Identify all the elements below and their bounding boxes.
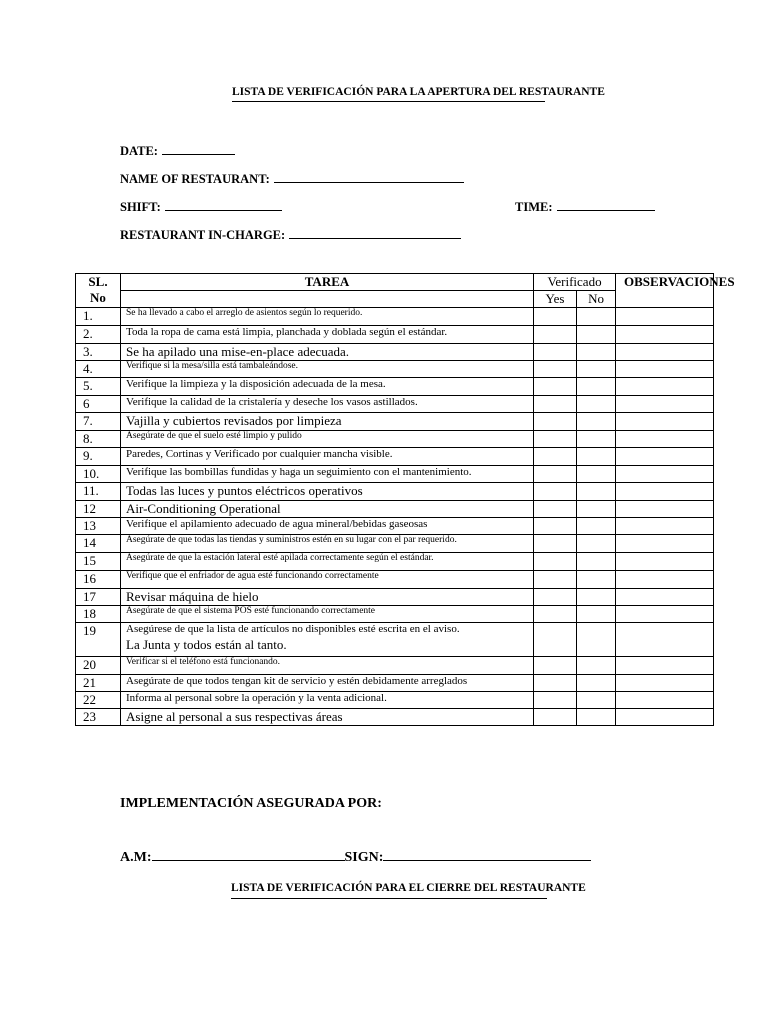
yes-cell[interactable] (534, 692, 577, 709)
date-blank[interactable] (162, 142, 235, 155)
observations-cell[interactable] (616, 553, 714, 571)
observations-cell[interactable] (616, 657, 714, 675)
row-task: Verifique la limpieza y la disposición adecuada de la mesa. (126, 378, 386, 390)
row-number: 16 (76, 571, 121, 589)
row-task: Asegúrate de que todos tengan kit de servicio y estén debidamente arreglados (126, 675, 468, 687)
row-task-cell (121, 378, 534, 396)
yes-cell[interactable] (534, 344, 577, 361)
observations-cell[interactable] (616, 571, 714, 589)
observations-cell[interactable] (616, 501, 714, 518)
table-row (76, 378, 714, 396)
implementation-label: IMPLEMENTACIÓN ASEGURADA POR: (120, 796, 382, 811)
yes-cell[interactable] (534, 553, 577, 571)
table-row (76, 571, 714, 589)
row-number: 8. (76, 431, 121, 448)
observations-cell[interactable] (616, 448, 714, 466)
checklist-body (76, 308, 714, 726)
row-task-cell (121, 344, 534, 361)
am-blank[interactable] (152, 846, 345, 861)
task-header-label: TAREA (304, 274, 350, 289)
row-task-cell (121, 589, 534, 606)
observations-cell[interactable] (616, 361, 714, 378)
yes-cell[interactable] (534, 518, 577, 535)
observations-cell[interactable] (616, 431, 714, 448)
no-cell[interactable] (577, 483, 616, 501)
row-number: 13 (76, 518, 121, 535)
observations-cell[interactable] (616, 518, 714, 535)
no-cell[interactable] (577, 326, 616, 344)
sl-no-header (76, 274, 121, 308)
row-number: 3. (76, 344, 121, 361)
no-header: No (90, 290, 106, 305)
no-cell[interactable] (577, 308, 616, 326)
row-task: Air-Conditioning Operational (126, 501, 281, 516)
observations-cell[interactable] (616, 344, 714, 361)
yes-cell[interactable] (534, 431, 577, 448)
yes-cell[interactable] (534, 623, 577, 657)
no-cell[interactable] (577, 709, 616, 726)
task-header-spacer (121, 291, 534, 308)
table-row (76, 483, 714, 501)
yes-cell[interactable] (534, 448, 577, 466)
observations-cell[interactable] (616, 692, 714, 709)
row-task-cell (121, 657, 534, 675)
row-task: Se ha apilado una mise-en-place adecuada. (126, 344, 350, 359)
row-task-cell (121, 413, 534, 431)
row-task: Asegúrate de que el suelo esté limpio y pulido (126, 431, 302, 441)
yes-cell[interactable] (534, 675, 577, 692)
row-task-cell (121, 692, 534, 709)
time-label: TIME: (515, 200, 553, 214)
row-task: Paredes, Cortinas y Verificado por cualquier mancha visible. (126, 448, 393, 460)
table-row (76, 623, 714, 657)
row-number: 6 (76, 396, 121, 413)
signature-line (120, 846, 591, 866)
row-number: 15 (76, 553, 121, 571)
closing-title: LISTA DE VERIFICACIÓN PARA EL CIERRE DEL RESTAURANTE (231, 882, 586, 894)
no-cell[interactable] (577, 466, 616, 483)
table-row (76, 535, 714, 553)
row-task: Revisar máquina de hielo (126, 589, 259, 604)
yes-cell[interactable] (534, 606, 577, 623)
no-cell[interactable] (577, 571, 616, 589)
row-task-cell (121, 553, 534, 571)
row-task-cell (121, 466, 534, 483)
row-task: Asegúrate de que la estación lateral esté apilada correctamente según el estándar. (126, 553, 434, 563)
observations-cell[interactable] (616, 483, 714, 501)
no-cell[interactable] (577, 344, 616, 361)
yes-cell[interactable] (534, 657, 577, 675)
am-label: A.M: (120, 850, 152, 865)
sl-header: SL. (88, 274, 108, 289)
sign-blank[interactable] (383, 846, 591, 861)
table-row (76, 466, 714, 483)
yes-cell[interactable] (534, 326, 577, 344)
row-number: 11. (76, 483, 121, 501)
row-task: Asegúrese de que la lista de artículos no disponibles esté escrita en el aviso. (126, 623, 460, 635)
table-row (76, 396, 714, 413)
date-label: DATE: (120, 144, 158, 158)
observations-cell[interactable] (616, 606, 714, 623)
yes-cell[interactable] (534, 501, 577, 518)
table-row (76, 692, 714, 709)
table-row (76, 413, 714, 431)
no-cell[interactable] (577, 361, 616, 378)
table-row (76, 501, 714, 518)
row-task-cell (121, 675, 534, 692)
row-task-cell (121, 431, 534, 448)
table-row (76, 344, 714, 361)
yes-cell[interactable] (534, 589, 577, 606)
table-row (76, 518, 714, 535)
row-number: 17 (76, 589, 121, 606)
row-task-cell (121, 448, 534, 466)
row-task: Asegúrate de que el sistema POS esté funcionando correctamente (126, 606, 376, 616)
observations-cell[interactable] (616, 709, 714, 726)
observations-cell[interactable] (616, 413, 714, 431)
yes-cell[interactable] (534, 413, 577, 431)
row-number: 12 (76, 501, 121, 518)
row-number: 5. (76, 378, 121, 396)
shift-blank[interactable] (165, 198, 282, 211)
row-task-cell (121, 396, 534, 413)
table-row (76, 553, 714, 571)
no-cell[interactable] (577, 378, 616, 396)
no-cell[interactable] (577, 553, 616, 571)
row-number: 22 (76, 692, 121, 709)
row-number: 18 (76, 606, 121, 623)
table-row (76, 431, 714, 448)
row-number: 9. (76, 448, 121, 466)
in-charge-field (120, 226, 461, 243)
observations-cell[interactable] (616, 396, 714, 413)
no-cell[interactable] (577, 501, 616, 518)
no-cell[interactable] (577, 589, 616, 606)
row-task: Vajilla y cubiertos revisados por limpieza (126, 413, 342, 428)
no-cell[interactable] (577, 675, 616, 692)
row-number: 7. (76, 413, 121, 431)
row-task: Informa al personal sobre la operación y la venta adicional. (126, 692, 387, 704)
yes-cell[interactable] (534, 709, 577, 726)
table-row (76, 361, 714, 378)
verified-header (534, 274, 616, 291)
time-blank[interactable] (557, 198, 655, 211)
row-task-cell (121, 571, 534, 589)
date-field (120, 142, 235, 159)
no-cell[interactable] (577, 692, 616, 709)
row-task-cell (121, 518, 534, 535)
yes-cell[interactable] (534, 535, 577, 553)
row-task-continued: La Junta y todos están al tanto. (126, 637, 287, 652)
table-row (76, 589, 714, 606)
no-cell[interactable] (577, 396, 616, 413)
observations-header-label: OBSERVACIONES (624, 274, 735, 289)
restaurant-name-blank[interactable] (274, 170, 464, 183)
no-cell[interactable] (577, 657, 616, 675)
checklist-table (75, 273, 735, 726)
row-task: Todas las luces y puntos eléctricos operativos (126, 483, 363, 498)
no-cell[interactable] (577, 606, 616, 623)
no-cell[interactable] (577, 518, 616, 535)
yes-cell[interactable] (534, 361, 577, 378)
row-number: 23 (76, 709, 121, 726)
opening-title-underline (232, 101, 545, 102)
in-charge-label: RESTAURANT IN-CHARGE: (120, 228, 286, 242)
in-charge-blank[interactable] (289, 226, 461, 239)
row-task-cell (121, 535, 534, 553)
verified-header-label: Verificado (547, 274, 602, 289)
row-task: Asegúrate de que todas las tiendas y suministros estén en su lugar con el par requerido. (126, 535, 457, 545)
row-task-cell (121, 483, 534, 501)
table-row (76, 675, 714, 692)
observations-cell[interactable] (616, 623, 714, 657)
shift-field (120, 198, 282, 215)
opening-title: LISTA DE VERIFICACIÓN PARA LA APERTURA DEL RESTAURANTE (232, 86, 605, 98)
no-col-header (577, 291, 616, 308)
row-task-cell (121, 623, 534, 657)
no-cell[interactable] (577, 413, 616, 431)
task-header (121, 274, 534, 291)
row-task: Verifique si la mesa/silla está tambaleándose. (126, 361, 298, 371)
row-task-cell (121, 308, 534, 326)
yes-cell[interactable] (534, 396, 577, 413)
shift-label: SHIFT: (120, 200, 161, 214)
row-task: Verifique las bombillas fundidas y haga un seguimiento con el mantenimiento. (126, 466, 472, 478)
observations-cell[interactable] (616, 378, 714, 396)
row-number: 21 (76, 675, 121, 692)
table-row (76, 448, 714, 466)
row-task: Asigne al personal a sus respectivas áreas (126, 709, 343, 724)
row-task: Verificar si el teléfono está funcionando. (126, 657, 281, 667)
row-number: 2. (76, 326, 121, 344)
restaurant-name-label: NAME OF RESTAURANT: (120, 172, 270, 186)
yes-cell[interactable] (534, 571, 577, 589)
no-col-header-label: No (588, 291, 604, 306)
no-cell[interactable] (577, 623, 616, 657)
yes-cell[interactable] (534, 466, 577, 483)
observations-cell[interactable] (616, 308, 714, 326)
sign-label: SIGN: (344, 850, 384, 865)
observations-cell[interactable] (616, 535, 714, 553)
row-number: 20 (76, 657, 121, 675)
row-task: Toda la ropa de cama está limpia, planchada y doblada según el estándar. (126, 326, 448, 338)
table-row (76, 709, 714, 726)
row-task-cell (121, 501, 534, 518)
yes-cell[interactable] (534, 483, 577, 501)
row-task: Verifique el apilamiento adecuado de agua mineral/bebidas gaseosas (126, 518, 428, 530)
no-cell[interactable] (577, 448, 616, 466)
table-header-row-1 (76, 274, 714, 291)
observations-header (616, 274, 735, 308)
time-field (515, 198, 655, 215)
table-row (76, 657, 714, 675)
row-task-cell (121, 606, 534, 623)
row-task-cell (121, 361, 534, 378)
yes-cell[interactable] (534, 308, 577, 326)
observations-cell[interactable] (616, 589, 714, 606)
closing-title-underline (231, 898, 547, 899)
row-number: 14 (76, 535, 121, 553)
row-task: Se ha llevado a cabo el arreglo de asientos según lo requerido. (126, 308, 363, 318)
table-row (76, 326, 714, 344)
row-task: Verifique que el enfriador de agua esté funcionando correctamente (126, 571, 379, 581)
observations-cell[interactable] (616, 466, 714, 483)
no-cell[interactable] (577, 431, 616, 448)
row-task-cell (121, 326, 534, 344)
row-number: 10. (76, 466, 121, 483)
observations-cell[interactable] (616, 675, 714, 692)
yes-header (534, 291, 577, 308)
row-number: 4. (76, 361, 121, 378)
yes-header-label: Yes (545, 291, 565, 306)
row-task: Verifique la calidad de la cristalería y deseche los vasos astillados. (126, 396, 418, 408)
row-number: 1. (76, 308, 121, 326)
observations-cell[interactable] (616, 326, 714, 344)
row-task-cell (121, 709, 534, 726)
restaurant-name-field (120, 170, 464, 187)
no-cell[interactable] (577, 535, 616, 553)
yes-cell[interactable] (534, 378, 577, 396)
table-row (76, 308, 714, 326)
table-row (76, 606, 714, 623)
row-number: 19 (76, 623, 121, 657)
